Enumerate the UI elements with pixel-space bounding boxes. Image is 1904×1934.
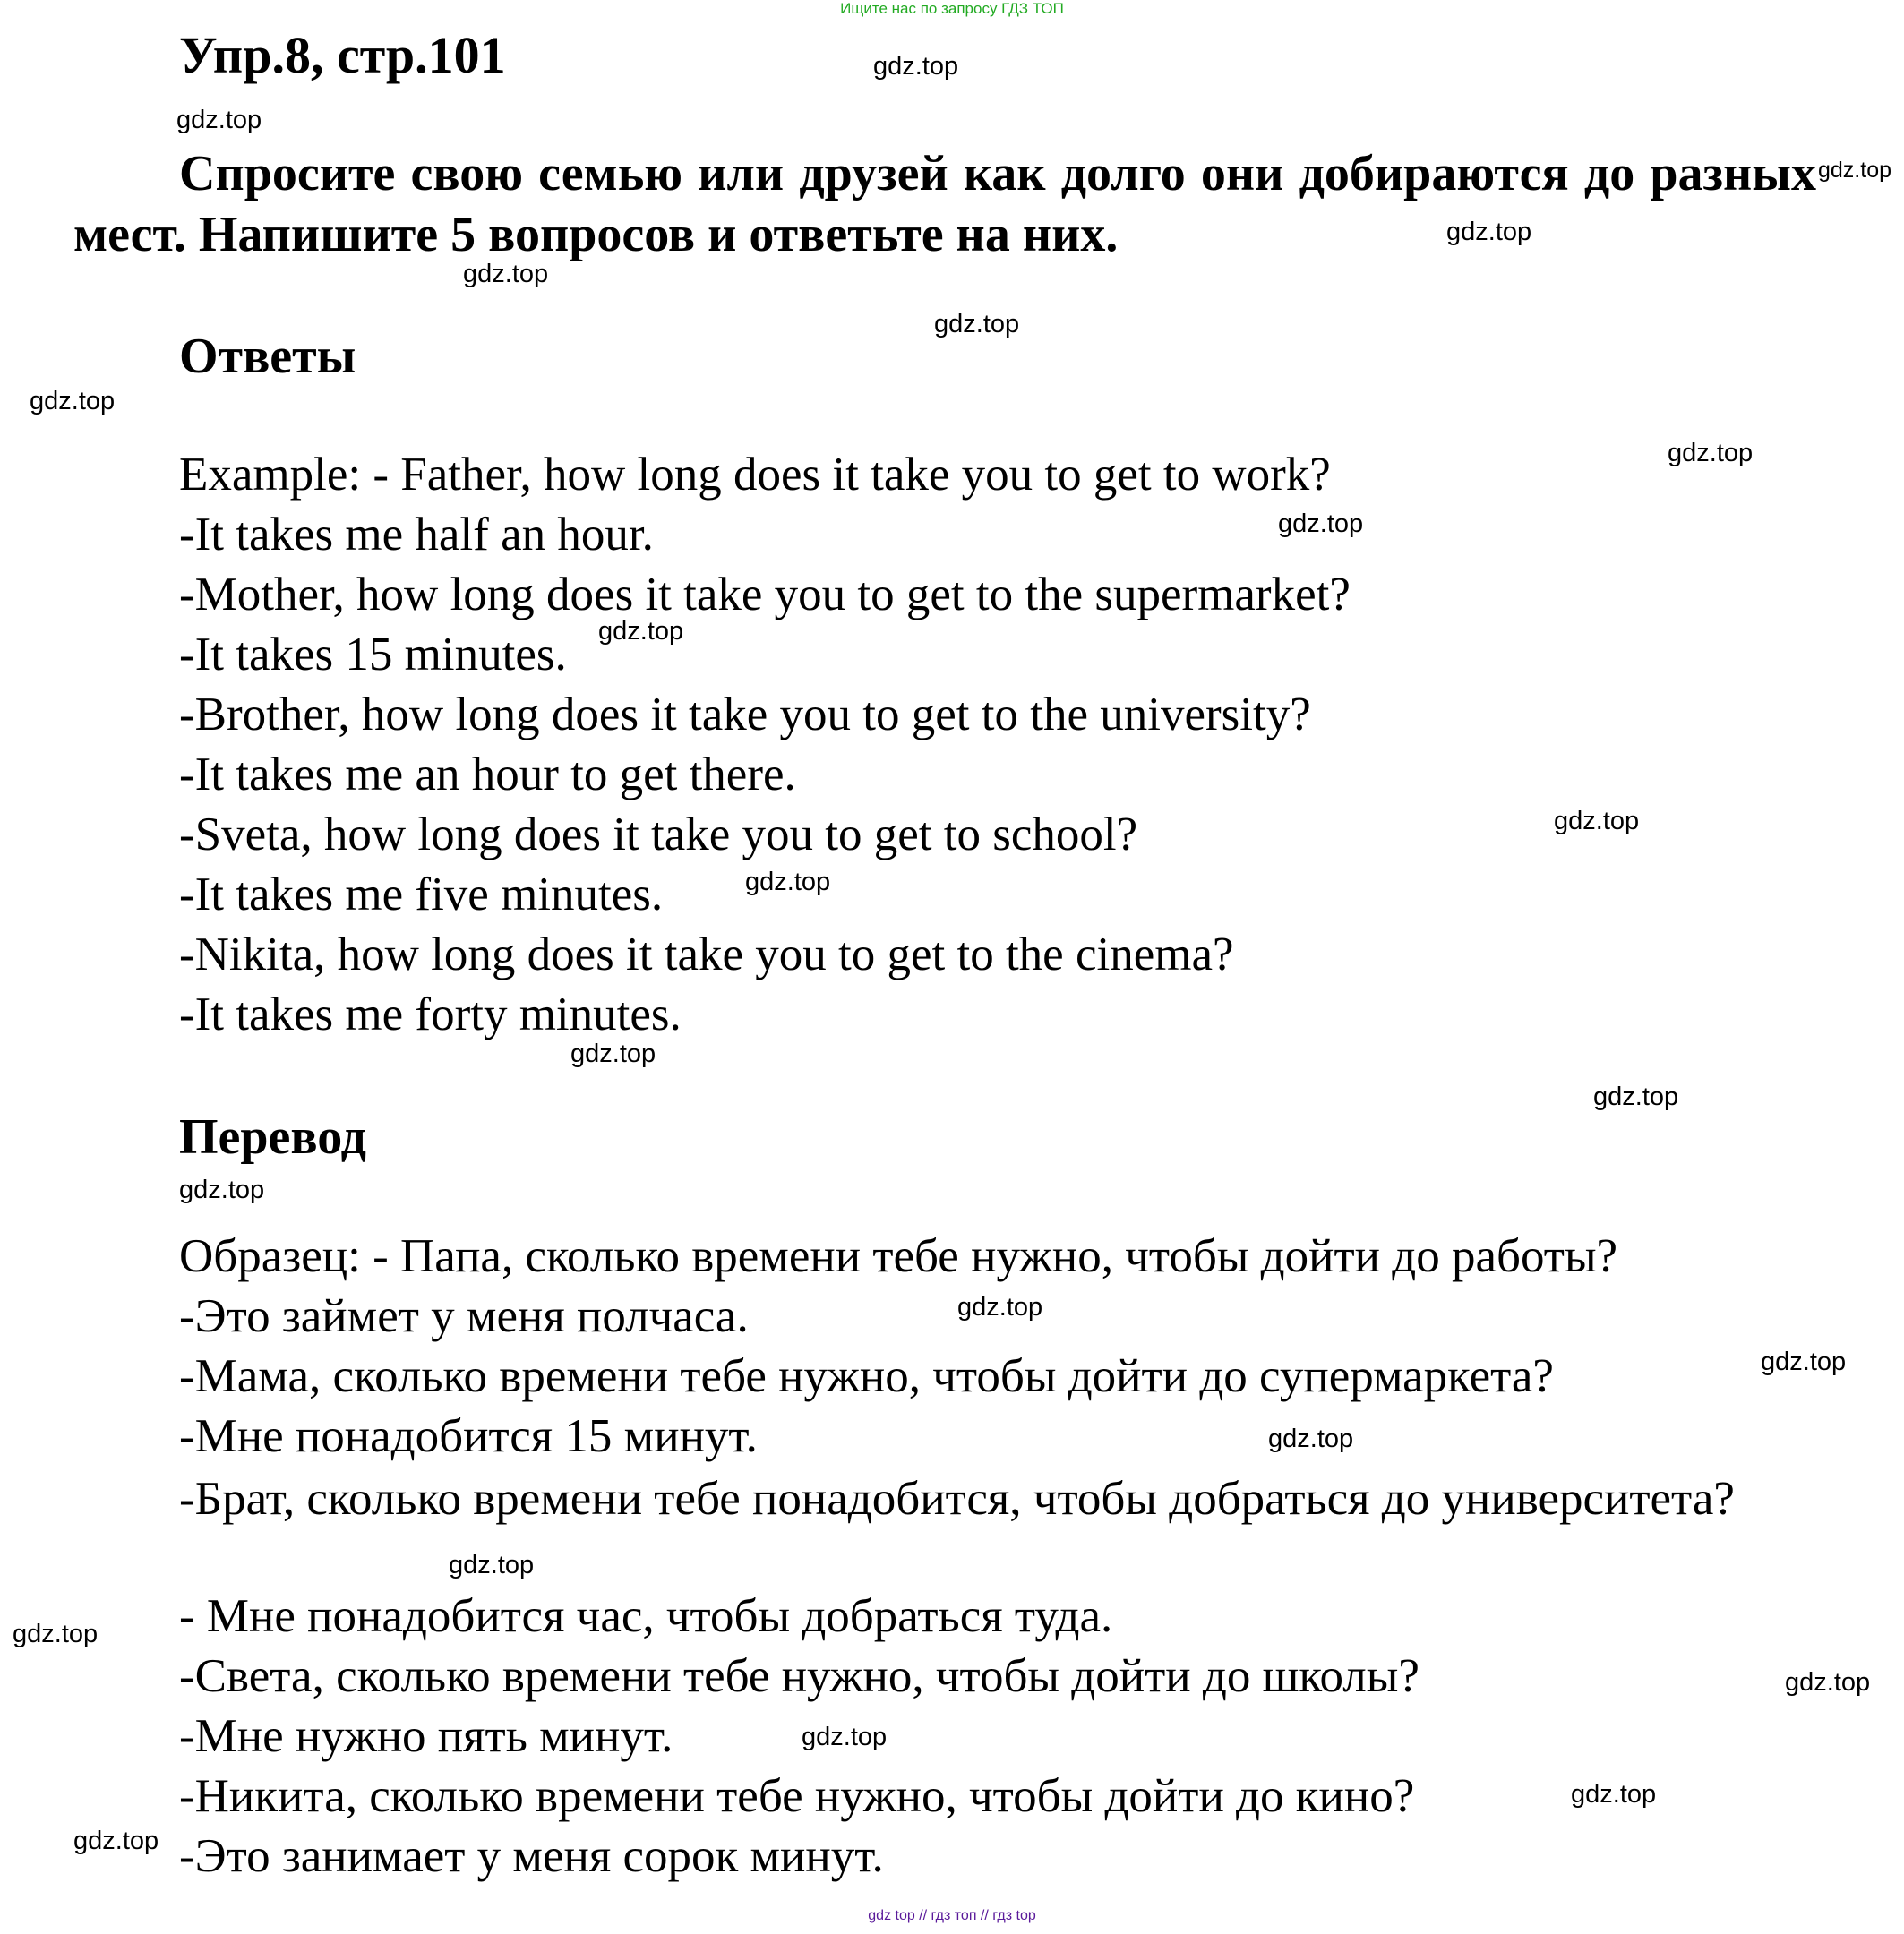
translation-line: - Мне понадобится час, чтобы добраться туда. — [179, 1590, 1113, 1642]
watermark: gdz.top — [1668, 439, 1754, 467]
watermark: gdz.top — [1818, 158, 1892, 183]
watermark: gdz.top — [802, 1723, 888, 1751]
task-text: Спросите свою семью или друзей как долго они добираются до разных мест. Напишите 5 вопросов и ответьте на них. — [73, 146, 1816, 262]
watermark: gdz.top — [873, 52, 959, 81]
watermark: gdz.top — [1761, 1348, 1847, 1376]
watermark: gdz.top — [463, 260, 549, 288]
watermark: gdz.top — [1593, 1083, 1679, 1111]
answer-line: -Mother, how long does it take you to get to the supermarket? — [179, 569, 1351, 620]
translation-heading: Перевод — [179, 1109, 366, 1165]
page-title: Упр.8, стр.101 — [179, 26, 506, 84]
watermark: gdz.top — [1268, 1425, 1354, 1453]
answer-line: -Sveta, how long does it take you to get to school? — [179, 809, 1138, 860]
translation-line: -Брат, сколько времени тебе понадобится, чтобы добраться до университета? — [179, 1473, 1735, 1525]
answer-line: -It takes me forty minutes. — [179, 988, 682, 1040]
watermark: gdz.top — [1446, 218, 1532, 246]
watermark: gdz.top — [73, 1827, 159, 1855]
translation-line: -Света, сколько времени тебе нужно, чтобы дойти до школы? — [179, 1650, 1419, 1702]
answers-heading: Ответы — [179, 329, 356, 384]
watermark: gdz.top — [1571, 1780, 1657, 1809]
answer-line: -It takes 15 minutes. — [179, 629, 567, 680]
watermark: gdz.top — [176, 106, 262, 134]
translation-line: -Мне нужно пять минут. — [179, 1710, 673, 1762]
watermark: gdz.top — [1785, 1668, 1871, 1697]
search-banner: Ищите нас по запросу ГДЗ ТОП — [840, 0, 1064, 17]
watermark: gdz.top — [598, 617, 684, 646]
answer-line: -Brother, how long does it take you to get to the university? — [179, 689, 1311, 740]
answer-line: -It takes me half an hour. — [179, 509, 654, 561]
watermark: gdz.top — [449, 1551, 535, 1579]
translation-line: Образец: - Папа, сколько времени тебе нужно, чтобы дойти до работы? — [179, 1230, 1618, 1282]
answer-line: -Nikita, how long does it take you to get to the cinema? — [179, 928, 1234, 980]
translation-line: -Мне понадобится 15 минут. — [179, 1410, 758, 1462]
watermark: gdz.top — [13, 1620, 99, 1648]
answer-line: Example: - Father, how long does it take you to get to work? — [179, 449, 1331, 501]
answer-line: -It takes me an hour to get there. — [179, 749, 796, 800]
translation-line: -Это занимает у меня сорок минут. — [179, 1830, 884, 1882]
watermark: gdz.top — [1278, 509, 1364, 538]
translation-line: -Никита, сколько времени тебе нужно, чтобы дойти до кино? — [179, 1770, 1415, 1822]
watermark: gdz.top — [570, 1040, 656, 1068]
watermark: gdz.top — [1554, 807, 1640, 835]
watermark: gdz.top — [957, 1293, 1043, 1322]
watermark: gdz.top — [745, 868, 831, 896]
watermark: gdz.top — [934, 310, 1020, 338]
watermark: gdz.top — [30, 387, 116, 415]
answer-line: -It takes me five minutes. — [179, 869, 664, 920]
footer-links: gdz top // гдз топ // гдз top — [868, 1908, 1036, 1923]
watermark: gdz.top — [179, 1176, 265, 1204]
translation-line: -Это займет у меня полчаса. — [179, 1290, 749, 1342]
translation-line: -Мама, сколько времени тебе нужно, чтобы дойти до супермаркета? — [179, 1350, 1554, 1402]
